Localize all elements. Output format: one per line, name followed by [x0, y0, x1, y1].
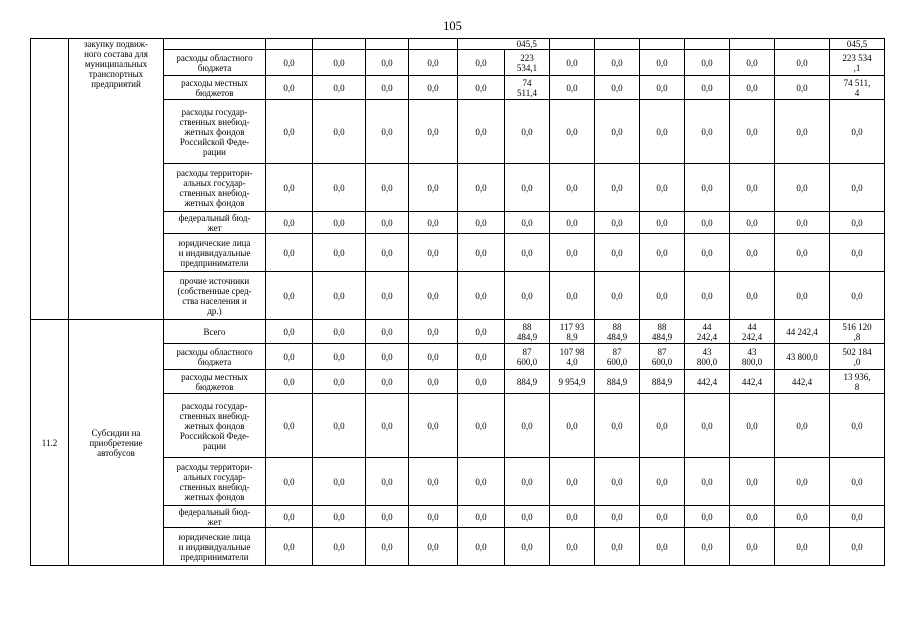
value-cell: 0,0 [595, 528, 640, 566]
value-cell: 045,5 [830, 39, 885, 50]
value-cell: 0,0 [640, 100, 685, 164]
value-cell: 0,0 [775, 50, 830, 76]
value-cell: 0,0 [595, 100, 640, 164]
value-cell: 0,0 [830, 394, 885, 458]
value-cell: 0,0 [595, 506, 640, 528]
value-cell: 0,0 [685, 76, 730, 100]
source-cell: расходы территори- альных государ- ственных внебюд- жетных фондов [164, 164, 266, 212]
value-cell: 0,0 [550, 506, 595, 528]
item-name-cell: Субсидии на приобретение автобусов [69, 320, 164, 566]
value-cell: 44 242,4 [775, 320, 830, 344]
item-name-cell: закупку подвиж- ного состава для муниципальных транспортных предприятий [69, 39, 164, 320]
value-cell: 0,0 [550, 212, 595, 234]
value-cell: 0,0 [366, 394, 409, 458]
value-cell: 0,0 [685, 234, 730, 272]
value-cell: 0,0 [409, 234, 458, 272]
value-cell: 87 600,0 [640, 344, 685, 370]
value-cell: 0,0 [550, 76, 595, 100]
source-cell: Всего [164, 320, 266, 344]
value-cell: 0,0 [409, 50, 458, 76]
value-cell: 0,0 [685, 164, 730, 212]
value-cell: 442,4 [685, 370, 730, 394]
value-cell: 0,0 [313, 458, 366, 506]
value-cell: 0,0 [313, 100, 366, 164]
value-cell: 0,0 [640, 272, 685, 320]
value-cell: 0,0 [730, 272, 775, 320]
value-cell: 0,0 [830, 272, 885, 320]
value-cell: 0,0 [458, 100, 505, 164]
value-cell: 0,0 [730, 506, 775, 528]
value-cell: 0,0 [266, 100, 313, 164]
value-cell: 0,0 [313, 272, 366, 320]
value-cell: 0,0 [458, 212, 505, 234]
value-cell: 0,0 [640, 212, 685, 234]
value-cell: 0,0 [409, 528, 458, 566]
budget-table [30, 38, 885, 566]
value-cell: 0,0 [266, 212, 313, 234]
value-cell: 0,0 [730, 164, 775, 212]
source-cell: федеральный бюд- жет [164, 212, 266, 234]
value-cell: 0,0 [550, 394, 595, 458]
value-cell: 0,0 [685, 394, 730, 458]
value-cell: 0,0 [458, 272, 505, 320]
value-cell: 884,9 [640, 370, 685, 394]
value-cell: 0,0 [595, 272, 640, 320]
value-cell: 88 484,9 [505, 320, 550, 344]
value-cell: 0,0 [550, 272, 595, 320]
value-cell: 0,0 [366, 320, 409, 344]
value-cell: 0,0 [313, 528, 366, 566]
value-cell: 0,0 [313, 234, 366, 272]
value-cell: 0,0 [409, 344, 458, 370]
value-cell: 0,0 [366, 458, 409, 506]
value-cell: 0,0 [830, 100, 885, 164]
value-cell: 87 600,0 [595, 344, 640, 370]
value-cell: 0,0 [775, 212, 830, 234]
value-cell: 0,0 [685, 212, 730, 234]
value-cell: 0,0 [685, 100, 730, 164]
value-cell: 0,0 [595, 212, 640, 234]
source-cell: расходы областного бюджета [164, 344, 266, 370]
value-cell: 0,0 [366, 344, 409, 370]
value-cell: 0,0 [458, 506, 505, 528]
value-cell: 0,0 [830, 212, 885, 234]
value-cell [313, 39, 366, 50]
value-cell: 0,0 [830, 528, 885, 566]
value-cell: 0,0 [366, 506, 409, 528]
value-cell: 0,0 [830, 506, 885, 528]
source-cell: юридические лица и индивидуальные предприниматели [164, 234, 266, 272]
value-cell: 0,0 [313, 370, 366, 394]
value-cell: 0,0 [775, 458, 830, 506]
value-cell: 516 120 ,8 [830, 320, 885, 344]
value-cell: 0,0 [458, 164, 505, 212]
value-cell: 0,0 [458, 344, 505, 370]
value-cell: 0,0 [640, 528, 685, 566]
value-cell: 0,0 [409, 100, 458, 164]
value-cell: 0,0 [409, 506, 458, 528]
value-cell: 0,0 [458, 320, 505, 344]
value-cell: 0,0 [505, 272, 550, 320]
value-cell: 0,0 [595, 50, 640, 76]
value-cell: 0,0 [458, 234, 505, 272]
value-cell: 0,0 [409, 394, 458, 458]
value-cell: 0,0 [550, 100, 595, 164]
value-cell: 0,0 [266, 320, 313, 344]
value-cell: 0,0 [409, 164, 458, 212]
value-cell: 0,0 [550, 50, 595, 76]
page-number: 105 [443, 19, 462, 33]
value-cell: 74 511, 4 [830, 76, 885, 100]
value-cell: 442,4 [730, 370, 775, 394]
value-cell: 44 242,4 [730, 320, 775, 344]
value-cell: 74 511,4 [505, 76, 550, 100]
value-cell: 0,0 [409, 272, 458, 320]
value-cell: 0,0 [505, 458, 550, 506]
item-number-cell: 11.2 [31, 320, 69, 566]
value-cell: 0,0 [685, 506, 730, 528]
value-cell: 223 534 ,1 [830, 50, 885, 76]
value-cell: 884,9 [505, 370, 550, 394]
value-cell: 0,0 [505, 164, 550, 212]
table-row [31, 320, 885, 344]
value-cell: 502 184 ,0 [830, 344, 885, 370]
value-cell: 0,0 [313, 394, 366, 458]
value-cell: 0,0 [266, 506, 313, 528]
value-cell: 0,0 [366, 50, 409, 76]
value-cell: 0,0 [409, 458, 458, 506]
value-cell [266, 39, 313, 50]
value-cell: 442,4 [775, 370, 830, 394]
source-cell: расходы государ- ственных внебюд- жетных фондов Российской Феде- рации [164, 100, 266, 164]
value-cell: 0,0 [266, 50, 313, 76]
value-cell: 0,0 [730, 50, 775, 76]
value-cell: 0,0 [640, 394, 685, 458]
value-cell: 0,0 [730, 212, 775, 234]
value-cell: 0,0 [550, 164, 595, 212]
value-cell: 0,0 [640, 506, 685, 528]
value-cell: 0,0 [409, 320, 458, 344]
value-cell: 0,0 [595, 164, 640, 212]
value-cell: 0,0 [550, 528, 595, 566]
source-cell: расходы местных бюджетов [164, 76, 266, 100]
value-cell [409, 39, 458, 50]
value-cell: 0,0 [685, 50, 730, 76]
value-cell: 0,0 [366, 528, 409, 566]
value-cell: 0,0 [730, 528, 775, 566]
source-cell: юридические лица и индивидуальные предприниматели [164, 528, 266, 566]
value-cell: 0,0 [458, 458, 505, 506]
value-cell: 0,0 [505, 394, 550, 458]
value-cell: 0,0 [730, 394, 775, 458]
value-cell: 9 954,9 [550, 370, 595, 394]
value-cell: 0,0 [775, 164, 830, 212]
value-cell: 0,0 [775, 272, 830, 320]
value-cell: 0,0 [313, 50, 366, 76]
value-cell: 0,0 [730, 458, 775, 506]
value-cell: 0,0 [458, 394, 505, 458]
value-cell: 0,0 [366, 164, 409, 212]
value-cell: 87 600,0 [505, 344, 550, 370]
value-cell: 0,0 [366, 234, 409, 272]
value-cell: 44 242,4 [685, 320, 730, 344]
value-cell: 0,0 [595, 234, 640, 272]
value-cell: 0,0 [730, 76, 775, 100]
value-cell: 0,0 [730, 234, 775, 272]
value-cell: 0,0 [366, 212, 409, 234]
value-cell: 0,0 [366, 370, 409, 394]
source-cell: расходы местных бюджетов [164, 370, 266, 394]
value-cell: 0,0 [550, 234, 595, 272]
value-cell: 0,0 [505, 234, 550, 272]
value-cell: 0,0 [366, 100, 409, 164]
value-cell: 0,0 [640, 458, 685, 506]
value-cell: 88 484,9 [640, 320, 685, 344]
value-cell: 0,0 [830, 458, 885, 506]
value-cell: 0,0 [830, 164, 885, 212]
value-cell: 43 800,0 [730, 344, 775, 370]
value-cell: 0,0 [313, 212, 366, 234]
value-cell: 0,0 [458, 76, 505, 100]
value-cell [775, 39, 830, 50]
value-cell: 0,0 [595, 458, 640, 506]
value-cell [595, 39, 640, 50]
value-cell: 43 800,0 [775, 344, 830, 370]
value-cell: 045,5 [505, 39, 550, 50]
value-cell: 0,0 [266, 272, 313, 320]
value-cell: 0,0 [775, 234, 830, 272]
value-cell: 0,0 [313, 320, 366, 344]
value-cell: 0,0 [458, 528, 505, 566]
table-row [31, 39, 885, 50]
value-cell: 0,0 [640, 164, 685, 212]
value-cell: 0,0 [685, 528, 730, 566]
value-cell: 0,0 [505, 212, 550, 234]
value-cell: 0,0 [550, 458, 595, 506]
item-number-cell [31, 39, 69, 320]
value-cell: 0,0 [595, 76, 640, 100]
value-cell [730, 39, 775, 50]
value-cell: 0,0 [366, 272, 409, 320]
value-cell: 0,0 [409, 212, 458, 234]
source-cell: расходы территори- альных государ- ственных внебюд- жетных фондов [164, 458, 266, 506]
value-cell: 0,0 [266, 164, 313, 212]
value-cell: 0,0 [685, 458, 730, 506]
value-cell: 0,0 [775, 76, 830, 100]
value-cell: 0,0 [505, 506, 550, 528]
value-cell: 0,0 [266, 234, 313, 272]
source-cell: прочие источники (собственные сред- ства населения и др.) [164, 272, 266, 320]
source-cell: расходы областного бюджета [164, 50, 266, 76]
value-cell: 223 534,1 [505, 50, 550, 76]
value-cell: 0,0 [685, 272, 730, 320]
value-cell: 0,0 [640, 50, 685, 76]
source-cell: расходы государ- ственных внебюд- жетных фондов Российской Феде- рации [164, 394, 266, 458]
value-cell: 0,0 [266, 394, 313, 458]
value-cell: 0,0 [313, 344, 366, 370]
value-cell: 0,0 [830, 234, 885, 272]
value-cell: 0,0 [775, 394, 830, 458]
value-cell: 0,0 [266, 458, 313, 506]
value-cell: 0,0 [505, 100, 550, 164]
source-cell: федеральный бюд- жет [164, 506, 266, 528]
value-cell: 0,0 [595, 394, 640, 458]
value-cell: 0,0 [266, 344, 313, 370]
value-cell: 0,0 [458, 50, 505, 76]
value-cell: 0,0 [266, 76, 313, 100]
value-cell [366, 39, 409, 50]
value-cell: 117 93 8,9 [550, 320, 595, 344]
value-cell [685, 39, 730, 50]
value-cell [458, 39, 505, 50]
value-cell: 43 800,0 [685, 344, 730, 370]
value-cell: 0,0 [366, 76, 409, 100]
value-cell: 0,0 [458, 370, 505, 394]
value-cell: 0,0 [266, 370, 313, 394]
value-cell: 88 484,9 [595, 320, 640, 344]
value-cell: 107 98 4,0 [550, 344, 595, 370]
value-cell: 13 936, 8 [830, 370, 885, 394]
value-cell: 0,0 [409, 76, 458, 100]
value-cell: 0,0 [313, 506, 366, 528]
value-cell: 0,0 [730, 100, 775, 164]
value-cell: 0,0 [640, 76, 685, 100]
value-cell: 0,0 [505, 528, 550, 566]
value-cell: 0,0 [409, 370, 458, 394]
value-cell: 0,0 [266, 528, 313, 566]
value-cell: 0,0 [313, 164, 366, 212]
value-cell: 0,0 [775, 100, 830, 164]
value-cell: 884,9 [595, 370, 640, 394]
value-cell: 0,0 [640, 234, 685, 272]
value-cell: 0,0 [313, 76, 366, 100]
value-cell [550, 39, 595, 50]
value-cell: 0,0 [775, 506, 830, 528]
value-cell [640, 39, 685, 50]
value-cell: 0,0 [775, 528, 830, 566]
source-cell [164, 39, 266, 50]
